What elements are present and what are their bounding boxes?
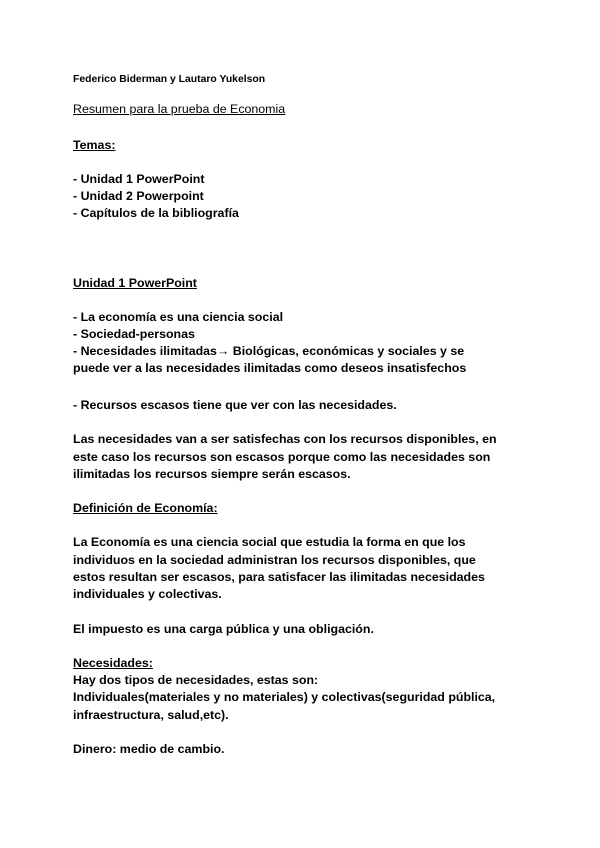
unidad1-bullet: - La economía es una ciencia social — [73, 310, 284, 324]
temas-heading: Temas: — [73, 138, 116, 152]
unidad1-paragraph-line: Las necesidades van a ser satisfechas con los recursos disponibles, en — [73, 432, 497, 446]
definicion-paragraph-line: estos resultan ser escasos, para satisfacer las ilimitadas necesidades — [73, 570, 485, 584]
unidad1-heading: Unidad 1 PowerPoint — [73, 276, 197, 290]
necesidades-line: infraestructura, salud,etc). — [73, 708, 229, 722]
unidad1-bullet-continuation: puede ver a las necesidades ilimitadas como deseos insatisfechos — [73, 361, 467, 375]
necesidades-line: Individuales(materiales y no materiales) y colectivas(seguridad pública, — [73, 690, 496, 704]
temas-item: - Unidad 1 PowerPoint — [73, 172, 205, 186]
necesidades-line: Hay dos tipos de necesidades, estas son: — [73, 673, 319, 687]
necesidades-heading: Necesidades: — [73, 656, 153, 670]
recursos-line: - Recursos escasos tiene que ver con las necesidades. — [73, 398, 397, 412]
temas-item: - Capítulos de la bibliografía — [73, 206, 239, 220]
temas-item: - Unidad 2 Powerpoint — [73, 189, 204, 203]
definicion-paragraph-line: La Economía es una ciencia social que estudia la forma en que los — [73, 535, 466, 549]
authors-line: Federico Biderman y Lautaro Yukelson — [73, 74, 266, 85]
unidad1-bullet: - Necesidades ilimitadas→ Biológicas, económicas y sociales y se — [73, 344, 465, 358]
impuesto-line: El impuesto es una carga pública y una obligación. — [73, 622, 374, 636]
definicion-paragraph-line: individuos en la sociedad administran los recursos disponibles, que — [73, 553, 476, 567]
dinero-line: Dinero: medio de cambio. — [73, 742, 225, 756]
definicion-paragraph-line: individuales y colectivas. — [73, 587, 222, 601]
definicion-heading: Definición de Economía: — [73, 501, 218, 515]
document-title: Resumen para la prueba de Economia — [73, 102, 286, 116]
unidad1-paragraph-line: este caso los recursos son escasos porque como las necesidades son — [73, 450, 491, 464]
unidad1-bullet: - Sociedad-personas — [73, 327, 195, 341]
unidad1-paragraph-line: ilimitadas los recursos siempre serán escasos. — [73, 467, 351, 481]
